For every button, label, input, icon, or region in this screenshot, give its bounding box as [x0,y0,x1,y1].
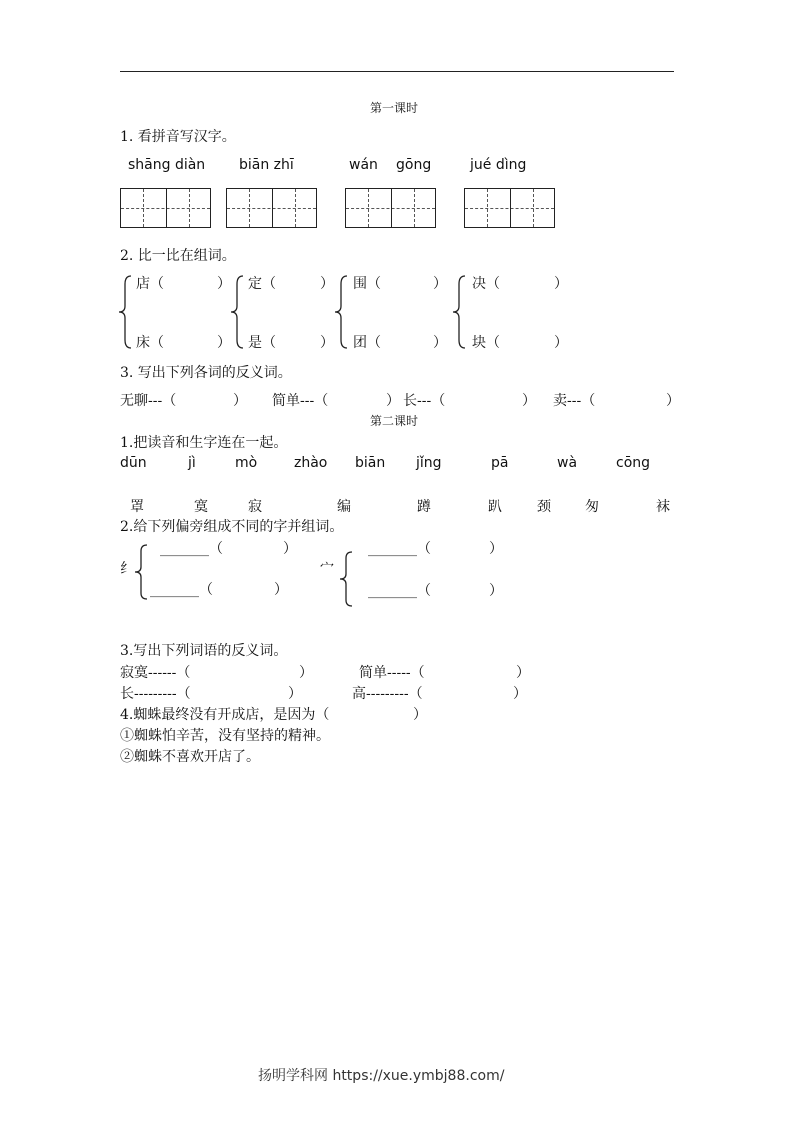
paren-close: ） [288,686,302,702]
paren-close: ） [489,541,503,557]
pinyin-item: pā [491,455,509,471]
radical-blank[interactable]: _______（ [160,541,223,557]
paren-close: ） [489,583,503,599]
paren-close: ） [516,665,530,681]
l1-q3-prompt: 3. 写出下列各词的反义词。 [120,365,292,381]
hanzi-item: 蹲 [417,499,431,515]
hanzi-item: 编 [337,499,351,515]
hanzi-item: 罩 [130,499,144,515]
footer-watermark: 扬明学科网 https://xue.ymbj88.com/ [258,1068,505,1084]
pinyin-item: cōng [616,455,651,471]
paren-close: ） [554,335,568,351]
paren-close: ） [433,335,447,351]
compare-word: 决（ [472,276,500,292]
brace-icon [133,543,149,601]
hanzi-item: 颈 [537,499,551,515]
paren-close: ） [283,541,297,557]
antonym-item: 长---（ [403,393,446,409]
paren-close: ） [386,393,400,409]
antonym-item: 简单-----（ [359,665,425,681]
compare-word: 定（ [248,276,276,292]
pinyin-item: jì [188,455,196,471]
antonym-item: 高---------（ [352,686,423,702]
pinyin-item: mò [235,455,258,471]
pinyin-item: gōng [396,157,432,173]
paren-close: ） [274,582,288,598]
option-2: ②蜘蛛不喜欢开店了。 [120,749,260,765]
writing-grid[interactable] [120,188,211,228]
paren-close: ） [217,276,231,292]
pinyin-item: shāng diàn [128,157,206,173]
writing-grid[interactable] [345,188,436,228]
pinyin-item: jǐng [416,455,442,471]
brace-icon [451,274,467,350]
paren-close: ） [320,335,334,351]
compare-word: 围（ [353,276,381,292]
l1-q2-prompt: 2. 比一比在组词。 [120,248,236,264]
compare-word: 床（ [136,335,164,351]
brace-icon [229,274,245,350]
hanzi-item: 寂 [248,499,262,515]
option-1: ①蜘蛛怕辛苦，没有坚持的精神。 [120,728,330,744]
radical-blank[interactable]: _______（ [368,583,431,599]
hanzi-item: 袜 [656,499,670,515]
l2-q3-prompt: 3.写出下列词语的反义词。 [120,643,288,659]
pinyin-item: wà [557,455,578,471]
antonym-item: 卖---（ [553,393,596,409]
paren-close: ） [233,393,247,409]
l2-q4-prompt: 4.蜘蛛最终没有开成店，是因为（ [120,707,330,723]
lesson2-title: 第二课时 [370,414,419,428]
writing-grid[interactable] [226,188,317,228]
pinyin-item: zhào [294,455,328,471]
radical-blank[interactable]: _______（ [368,541,431,557]
pinyin-item: wán [349,157,378,173]
paren-close: ） [413,707,427,723]
antonym-item: 简单---（ [272,393,329,409]
paren-close: ） [513,686,527,702]
paren-close: ） [666,393,680,409]
l1-q1-prompt: 1. 看拼音写汉字。 [120,129,236,145]
compare-word: 店（ [136,276,164,292]
antonym-item: 寂寞------（ [120,665,191,681]
hanzi-item: 匆 [585,499,599,515]
paren-close: ） [522,393,536,409]
radical-blank[interactable]: _______（ [150,582,213,598]
pinyin-item: jué dìng [470,157,527,173]
lesson1-title: 第一课时 [370,101,419,115]
paren-close: ） [554,276,568,292]
hanzi-item: 寞 [194,499,208,515]
paren-close: ） [217,335,231,351]
compare-word: 是（ [248,335,276,351]
brace-icon [338,550,354,608]
antonym-item: 无聊---（ [120,393,177,409]
pinyin-item: biān zhī [239,157,294,173]
l2-q1-prompt: 1.把读音和生字连在一起。 [120,435,288,451]
paren-close: ） [299,665,313,681]
compare-word: 团（ [353,335,381,351]
brace-icon [333,274,349,350]
paren-close: ） [433,276,447,292]
header-rule [120,71,674,72]
radical: 宀 [320,561,334,577]
compare-word: 块（ [472,335,500,351]
brace-icon [117,274,133,350]
antonym-item: 长---------（ [120,686,191,702]
hanzi-item: 趴 [488,499,502,515]
writing-grid[interactable] [464,188,555,228]
radical: 纟 [120,561,134,577]
pinyin-item: biān [355,455,386,471]
paren-close: ） [320,276,334,292]
pinyin-item: dūn [120,455,147,471]
l2-q2-prompt: 2.给下列偏旁组成不同的字并组词。 [120,519,344,535]
